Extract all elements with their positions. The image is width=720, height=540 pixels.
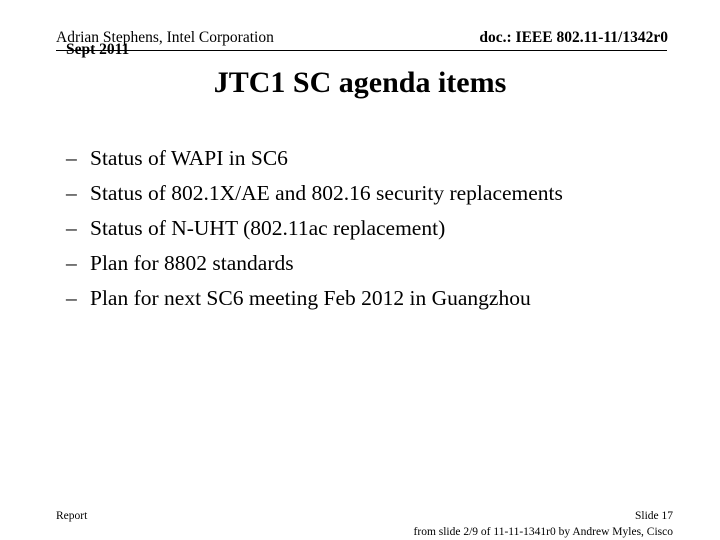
bullet-dash: – — [66, 146, 77, 170]
header-author: Adrian Stephens, Intel Corporation — [56, 29, 274, 46]
list-item-text: Plan for next SC6 meeting Feb 2012 in Guangzhou — [90, 286, 531, 310]
list-item — [66, 144, 563, 179]
bullet-dash: – — [66, 286, 77, 310]
list-item — [66, 214, 563, 249]
list-item — [66, 284, 563, 319]
slide-title: JTC1 SC agenda items — [213, 66, 507, 99]
list-item — [66, 249, 563, 284]
header-doc-id: doc.: IEEE 802.11-11/1342r0 — [479, 29, 668, 46]
bullet-dash: – — [66, 251, 77, 275]
list-item-text: Status of N-UHT (802.11ac replacement) — [90, 216, 446, 240]
list-item-text: Status of WAPI in SC6 — [90, 146, 288, 170]
agenda-list — [66, 144, 563, 319]
header-divider — [56, 50, 667, 51]
bullet-dash: – — [66, 216, 77, 240]
header-date: Sept 2011 — [66, 41, 130, 58]
footer-slide-number: Slide 17 — [634, 510, 673, 522]
list-item-text: Plan for 8802 standards — [90, 251, 294, 275]
bullet-dash: – — [66, 181, 77, 205]
footer-source: from slide 2/9 of 11-11-1341r0 by Andrew Myles, Cisco — [413, 526, 673, 538]
footer-label: Report — [56, 510, 88, 522]
list-item — [66, 179, 563, 214]
list-item-text: Status of 802.1X/AE and 802.16 security replacements — [90, 181, 563, 205]
